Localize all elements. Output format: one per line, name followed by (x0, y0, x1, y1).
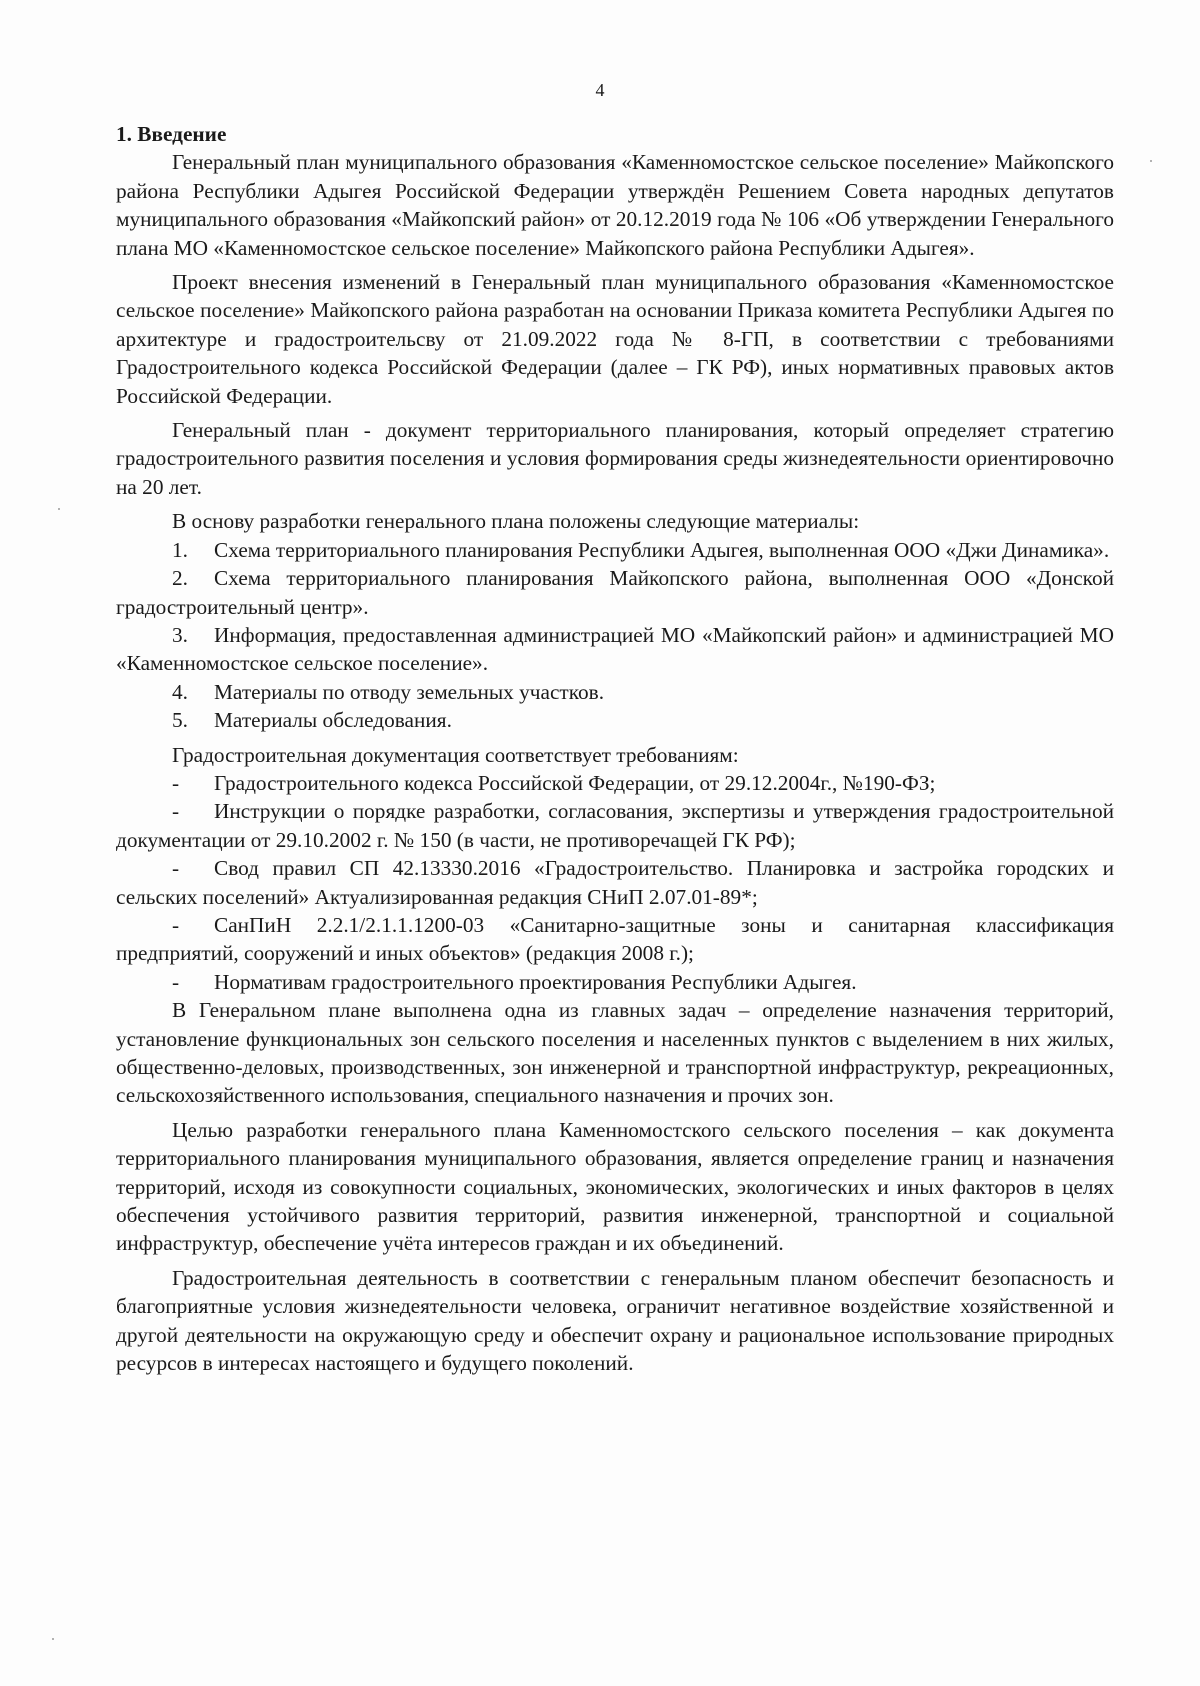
page-number: 4 (595, 80, 605, 100)
scan-speck (1150, 160, 1152, 162)
list-item-text: Нормативам градостроительного проектирования Республики Адыгея. (214, 969, 857, 994)
list-item-text: Схема территориального планирования Майкопского района, выполненная ООО «Донской градостроительный центр». (116, 566, 1114, 619)
paragraph-general-plan-definition: Генеральный план - документ территориального планирования, который определяет стратегию градостроительного развития поселения и условия формирования среды жизнедеятельности ориентировочно на 20 лет. (116, 418, 1114, 499)
list-dash: - (172, 770, 180, 795)
requirements-list-item (116, 968, 1114, 996)
paragraph-requirements-intro: Градостроительная документация соответствует требованиям: (172, 742, 739, 767)
requirements-list-item (116, 797, 1114, 854)
list-item-text: Схема территориального планирования Республики Адыгея, выполненная ООО «Джи Динамика». (214, 537, 1110, 562)
paragraph-goal: Целью разработки генерального плана Каменномостского сельского поселения – как документа территориального планирования муниципального образования, является определение границ и назначения территорий, исходя из совокупности социальных, экономических, экологических и иных факторов в целях обеспечения устойчивого развития территорий, развития инженерной, транспортной и социальной инфраструктур, обеспечение учёта интересов граждан и их объединений. (116, 1117, 1114, 1256)
materials-list-item (116, 621, 1114, 678)
materials-list-item (116, 678, 1114, 706)
list-item-text: Градостроительного кодекса Российской Федерации, от 29.12.2004г., №190-ФЗ; (214, 770, 936, 795)
scan-speck (52, 1638, 54, 1640)
list-item-text: Информация, предоставленная администрацией МО «Майкопский район» и администрацией МО «Каменномостское сельское поселение». (116, 622, 1114, 676)
list-item-text: СанПиН 2.2.1/2.1.1.1200-03 «Санитарно-защитные зоны и санитарная классификация предприятий, сооружений и иных объектов» (редакция 2008 г.); (116, 912, 1114, 966)
list-item-text: Материалы по отводу земельных участков. (214, 679, 605, 704)
list-dash: - (172, 912, 180, 937)
list-item-text: Материалы обследования. (214, 708, 452, 733)
materials-list-item (116, 564, 1114, 621)
list-number: 5. (172, 708, 188, 733)
paragraph-materials-intro: В основу разработки генерального плана положены следующие материалы: (172, 509, 860, 534)
list-number: 2. (172, 566, 188, 591)
scan-speck (58, 508, 60, 510)
requirements-list-item (116, 911, 1114, 968)
requirements-list-item (116, 854, 1114, 911)
list-number: 1. (172, 537, 188, 562)
materials-list-item (116, 536, 1114, 564)
document-body (116, 120, 1114, 1377)
list-dash: - (172, 799, 180, 824)
requirements-list-item (116, 769, 1114, 797)
paragraph-general-plan-approval: Генеральный план муниципального образования «Каменномостское сельское поселение» Майкопского района Республики Адыгея Российской Федерации утверждён Решением Совета народных депутатов муниципального образования «Майкопский район» от 20.12.2019 года № 106 «Об утверждении Генерального плана МО «Каменномостское сельское поселение» Майкопского района Республики Адыгея». (116, 150, 1114, 260)
list-item-text: Инструкции о порядке разработки, согласования, экспертизы и утверждения градостроительной документации от 29.10.2002 г. № 150 (в части, не противоречащей ГК РФ); (116, 799, 1114, 852)
list-number: 3. (172, 622, 188, 647)
list-number: 4. (172, 679, 188, 704)
paragraph-activity-outcome: Градостроительная деятельность в соответствии с генеральным планом обеспечит безопасность и благоприятные условия жизнедеятельности человека, ограничит негативное воздействие хозяйственной и другой деятельности на окружающую среду и обеспечит охрану и рациональное использование природных ресурсов в интересах настоящего и будущего поколений. (116, 1265, 1114, 1376)
section-heading: 1. Введение (116, 122, 227, 146)
paragraph-main-task: В Генеральном плане выполнена одна из главных задач – определение назначения территорий, установление функциональных зон сельского поселения и населенных пунктов с выделением в них жилых, общественно-деловых, производственных, зон инженерной и транспортной инфраструктур, рекреационных, сельскохозяйственного использования, специального назначения и прочих зон. (116, 998, 1114, 1108)
paragraph-project-basis: Проект внесения изменений в Генеральный план муниципального образования «Каменномостское сельское поселение» Майкопского района разработан на основании Приказа комитета Республики Адыгея по архитектуре и градостроительсву от 21.09.2022 года № 8-ГП, в соответствии с требованиями Градостроительного кодекса Российской Федерации (далее – ГК РФ), иных нормативных правовых актов Российской Федерации. (116, 270, 1114, 408)
materials-list-item (116, 706, 1114, 734)
list-item-text: Свод правил СП 42.13330.2016 «Градостроительство. Планировка и застройка городских и сельских поселений» Актуализированная редакция СНиП 2.07.01-89*; (116, 856, 1114, 909)
list-dash: - (172, 856, 180, 881)
list-dash: - (172, 969, 180, 994)
